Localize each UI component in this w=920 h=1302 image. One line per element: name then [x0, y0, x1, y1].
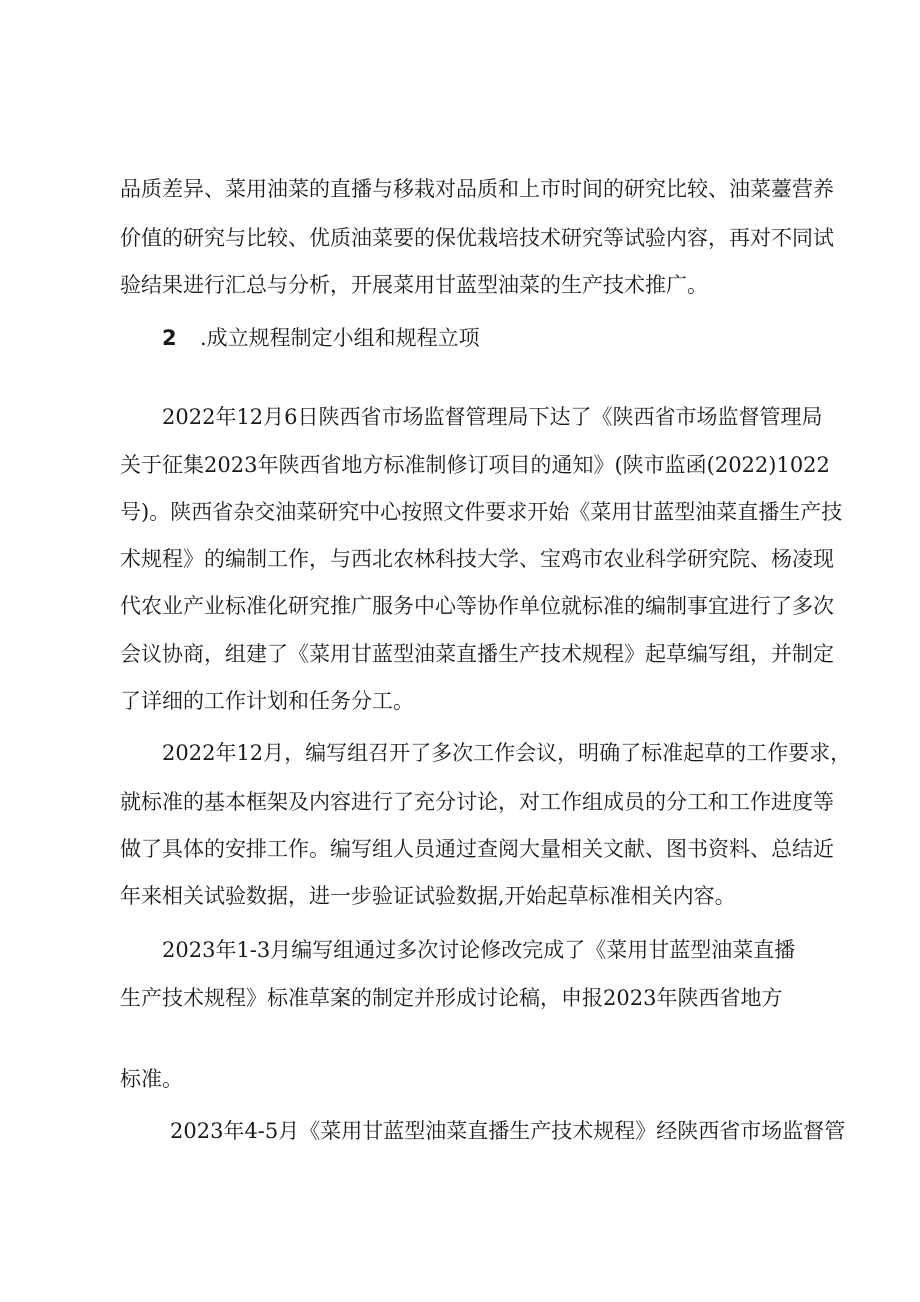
paragraph-2-line-4: 术规程》的编制工作，与西北农林科技大学、宝鸡市农业科学研究院、杨凌现: [120, 547, 834, 571]
section-heading-number: 2: [162, 326, 177, 350]
paragraph-2-line-7: 了详细的工作计划和任务分工。: [120, 689, 414, 713]
paragraph-4-line-2: 生产技术规程》标准草案的制定并形成讨论稿，申报2023年陕西省地方: [120, 986, 783, 1010]
paragraph-3-line-1: 2022年12月，编写组召开了多次工作会议，明确了标准起草的工作要求，: [162, 741, 852, 765]
paragraph-1-line-2: 价值的研究与比较、优质油菜要的保优栽培技术研究等试验内容，再对不同试: [120, 226, 834, 250]
paragraph-2-line-5: 代农业产业标准化研究推广服务中心等协作单位就标准的编制事宜进行了多次: [120, 594, 834, 618]
paragraph-3-line-4: 年来相关试验数据，进一步验证试验数据,开始起草标准相关内容。: [120, 884, 736, 908]
section-heading-title: .成立规程制定小组和规程立项: [200, 326, 480, 350]
paragraph-2-line-1: 2022年12月6日陕西省市场监督管理局下达了《陕西省市场监督管理局: [162, 405, 823, 429]
paragraph-1-line-3: 验结果进行汇总与分析，开展菜用甘蓝型油菜的生产技术推广。: [120, 273, 708, 297]
paragraph-4-line-1: 2023年1-3月编写组通过多次讨论修改完成了《菜用甘蓝型油菜直播: [162, 938, 796, 962]
paragraph-4-line-3: 标准。: [120, 1067, 183, 1091]
paragraph-2-line-6: 会议协商，组建了《菜用甘蓝型油菜直播生产技术规程》起草编写组，并制定: [120, 642, 834, 666]
paragraph-3-line-2: 就标准的基本框架及内容进行了充分讨论，对工作组成员的分工和工作进度等: [120, 790, 834, 814]
paragraph-5-line-1: 2023年4-5月《菜用甘蓝型油菜直播生产技术规程》经陕西省市场监督管: [170, 1119, 846, 1143]
paragraph-2-line-2: 关于征集2023年陕西省地方标准制修订项目的通知》(陕市监函(2022)1022: [120, 453, 830, 477]
paragraph-2-line-3: 号)。陕西省杂交油菜研究中心按照文件要求开始《菜用甘蓝型油菜直播生产技: [120, 500, 843, 524]
section-heading: [162, 323, 480, 353]
paragraph-3-line-3: 做了具体的安排工作。编写组人员通过查阅大量相关文献、图书资料、总结近: [120, 837, 834, 861]
paragraph-1-line-1: 品质差异、菜用油菜的直播与移栽对品质和上市时间的研究比较、油菜薹营养: [120, 177, 834, 201]
